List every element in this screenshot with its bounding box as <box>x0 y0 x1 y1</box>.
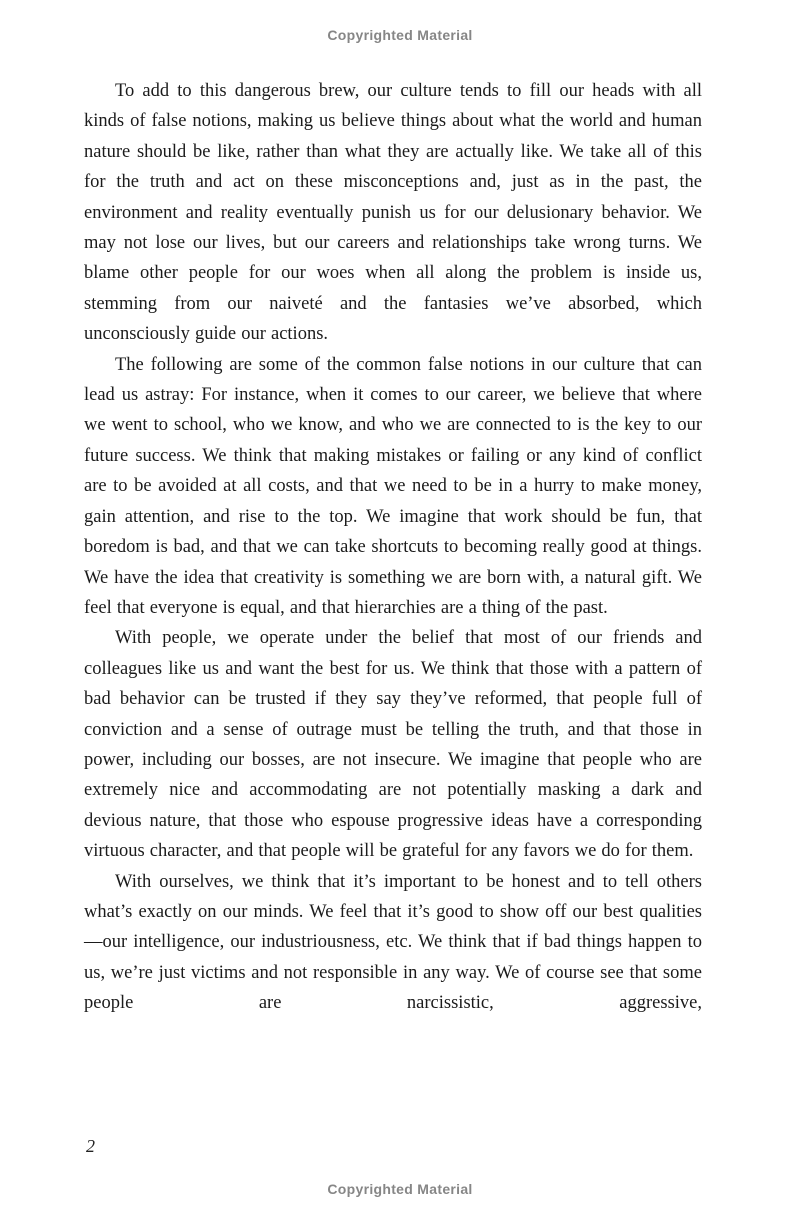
paragraph-2: The following are some of the common false notions in our culture that can lead us astray: For instance, when it comes to our career, we believe that where we went to school, who we know, and who we are connected to is the key to our future success. We think that making mistakes or failing or any kind of conflict are to be avoided at all costs, and that we need to be in a hurry to make money, gain attention, and rise to the top. We imagine that work should be fun, that boredom is bad, and that we can take shortcuts to becoming really good at things. We have the idea that creativity is something we are born with, a natural gift. We feel that everyone is equal, and that hierarchies are a thing of the past. <box>84 354 702 618</box>
page-number: 2 <box>86 1136 95 1156</box>
paragraph-1: To add to this dangerous brew, our culture tends to fill our heads with all kinds of false notions, making us believe things about what the world and human nature should be like, rather than what they are actually like. We take all of this for the truth and act on these misconceptions and, just as in the past, the environment and reality eventually punish us for our delusionary behavior. We may not lose our lives, but our careers and relationships take wrong turns. We blame other people for our woes when all along the problem is inside us, stemming from our naiveté and the fantasies we’ve absorbed, which unconsciously guide our actions. <box>84 81 702 345</box>
paragraph-3: With people, we operate under the belief that most of our friends and colleagues like us and want the best for us. We think that those with a pattern of bad behavior can be trusted if they say they’ve reformed, that people full of conviction and a sense of outrage must be telling the truth, and that those in power, including our bosses, are not insecure. We imagine that people who are extremely nice and accommodating are not potentially masking a dark and devious nature, that those who espouse progressive ideas have a corresponding virtuous character, and that people will be grateful for any favors we do for them. <box>84 628 702 862</box>
page-body <box>84 76 702 1019</box>
copyright-notice-top: Copyrighted Material <box>327 27 473 43</box>
copyright-notice-bottom: Copyrighted Material <box>327 1181 473 1197</box>
paragraph-4: With ourselves, we think that it’s important to be honest and to tell others what’s exactly on our minds. We feel that it’s good to show off our best qualities—our intelligence, our industriousness, etc. We think that if bad things happen to us, we’re just victims and not responsible in any way. We of course see that some people are narcissistic, aggressive, <box>84 871 702 1014</box>
